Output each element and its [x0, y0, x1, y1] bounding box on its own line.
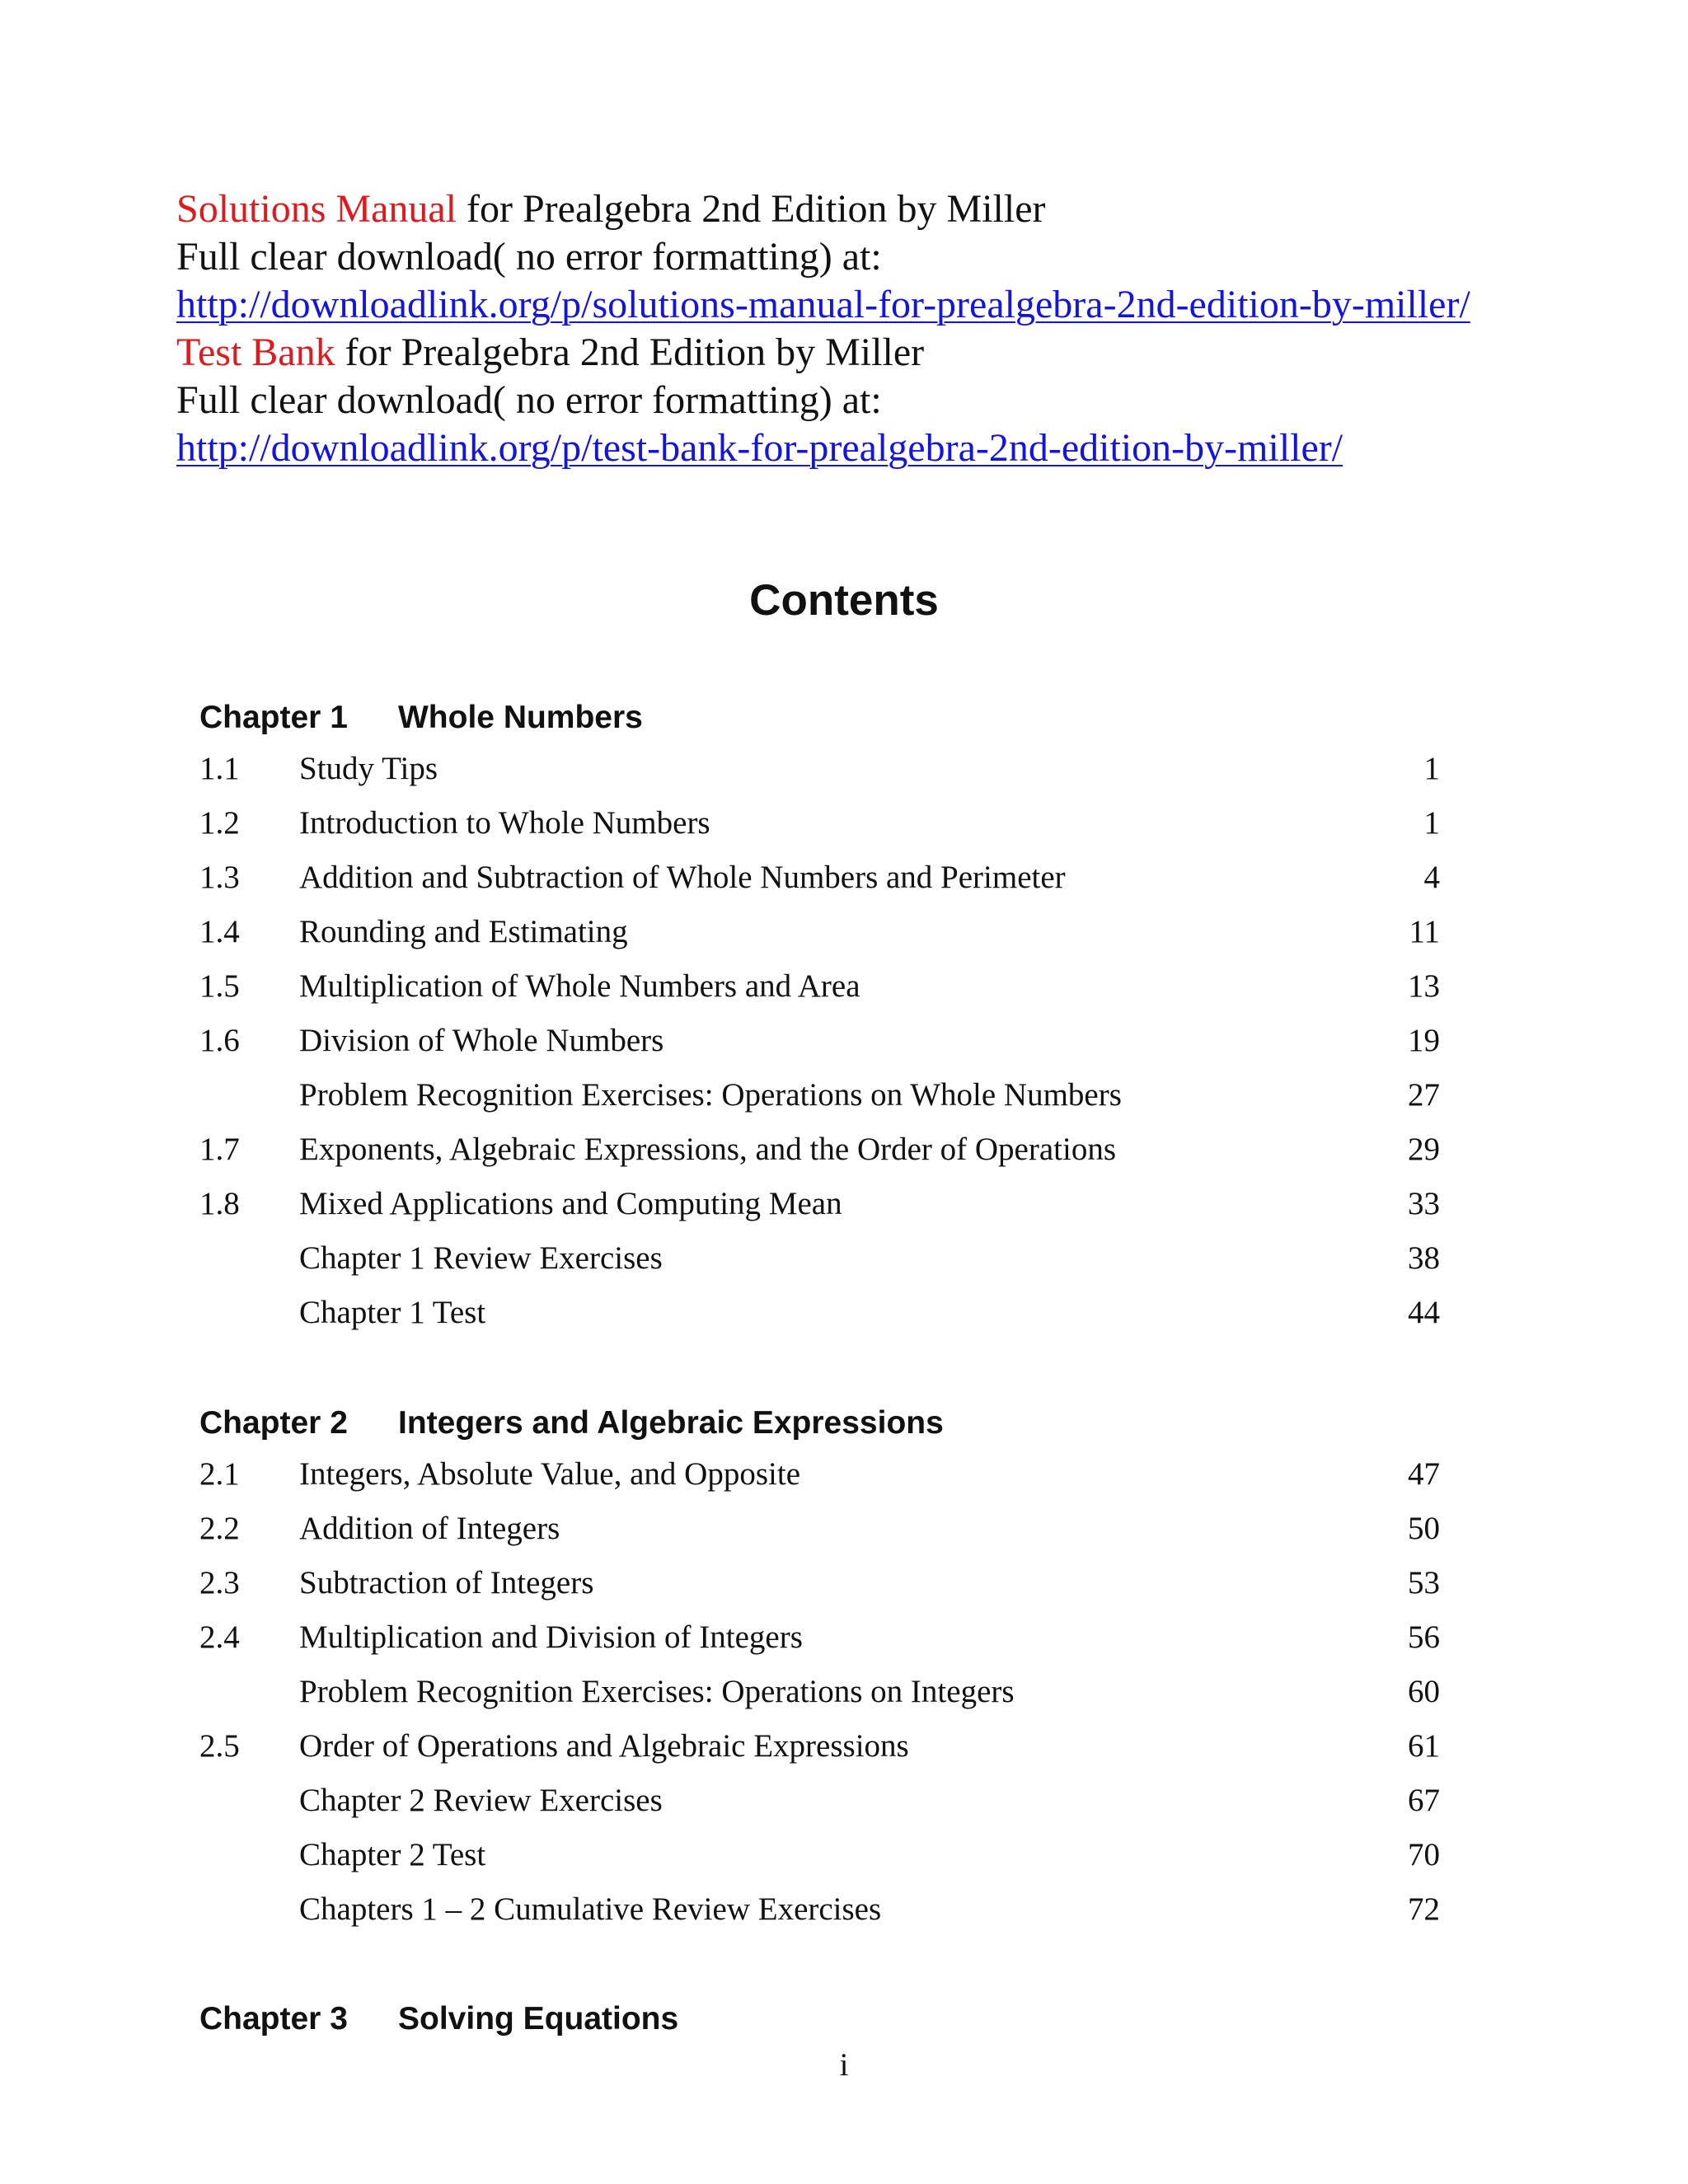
section-title: Chapter 2 Review Exercises: [299, 1783, 663, 1818]
page-number: 19: [1408, 1023, 1440, 1058]
toc-entry[interactable]: [199, 750, 1440, 804]
toc-entry[interactable]: [199, 1619, 1440, 1673]
toc-entry[interactable]: [199, 1294, 1440, 1348]
page-number: 60: [1408, 1674, 1440, 1709]
section-number: 2.2: [199, 1511, 240, 1546]
section-title: Study Tips: [299, 751, 438, 786]
toc-entry[interactable]: [199, 1455, 1440, 1510]
section-title: Chapter 2 Test: [299, 1837, 486, 1872]
section-title: Rounding and Estimating: [299, 914, 628, 949]
chapter-1-entries: [199, 750, 1440, 1348]
chapter-title: Integers and Algebraic Expressions: [398, 1405, 944, 1441]
chapter-title: Whole Numbers: [398, 700, 643, 735]
chapter-heading: [199, 2000, 678, 2038]
page-number: 47: [1408, 1456, 1440, 1492]
test-bank-link[interactable]: http://downloadlink.org/p/test-bank-for-prealgebra-2nd-edition-by-miller/: [176, 426, 1343, 470]
section-title: Multiplication and Division of Integers: [299, 1619, 803, 1655]
section-title: Chapter 1 Review Exercises: [299, 1240, 663, 1276]
section-number: 2.4: [199, 1619, 240, 1655]
toc-entry[interactable]: [199, 804, 1440, 859]
toc-entry[interactable]: [199, 1022, 1440, 1076]
chapter-title: Solving Equations: [398, 2001, 679, 2036]
download-note-1: Full clear download( no error formatting) at:: [176, 235, 882, 279]
page-number: 56: [1408, 1619, 1440, 1655]
download-note-2: Full clear download( no error formatting) at:: [176, 378, 882, 422]
section-title: Division of Whole Numbers: [299, 1023, 664, 1058]
solutions-manual-label: Solutions Manual: [176, 187, 457, 231]
section-number: 1.6: [199, 1023, 240, 1058]
section-title: Exponents, Algebraic Expressions, and the Order of Operations: [299, 1132, 1116, 1167]
solutions-manual-line: [176, 185, 1470, 233]
test-bank-label: Test Bank: [176, 330, 335, 374]
page-number: 1: [1423, 751, 1440, 786]
toc-entry[interactable]: [199, 1727, 1440, 1782]
toc-entry[interactable]: [199, 913, 1440, 968]
section-number: 1.3: [199, 860, 240, 895]
section-number: 1.7: [199, 1132, 240, 1167]
section-title: Multiplication of Whole Numbers and Area: [299, 968, 860, 1004]
section-title: Order of Operations and Algebraic Expressions: [299, 1728, 909, 1764]
chapter-number: Chapter 1: [199, 700, 348, 735]
section-number: 2.3: [199, 1565, 240, 1601]
page-number: 50: [1408, 1511, 1440, 1546]
chapter-number: Chapter 3: [199, 2001, 348, 2036]
toc-entry[interactable]: [199, 1891, 1440, 1945]
toc-entry[interactable]: [199, 1240, 1440, 1294]
toc-entry[interactable]: [199, 1564, 1440, 1619]
section-title: Addition of Integers: [299, 1511, 560, 1546]
chapter-heading: [199, 699, 643, 737]
toc-entry[interactable]: [199, 859, 1440, 913]
section-number: 1.4: [199, 914, 240, 949]
section-title: Chapters 1 – 2 Cumulative Review Exercises: [299, 1891, 882, 1927]
toc-entry[interactable]: [199, 1836, 1440, 1891]
section-title: Problem Recognition Exercises: Operations on Whole Numbers: [299, 1077, 1122, 1113]
toc-entry[interactable]: [199, 1185, 1440, 1240]
page-number: 67: [1408, 1783, 1440, 1818]
test-bank-text: for Prealgebra 2nd Edition by Miller: [335, 330, 925, 374]
section-number: 1.2: [199, 805, 240, 841]
test-bank-line: [176, 329, 1470, 377]
section-title: Mixed Applications and Computing Mean: [299, 1186, 842, 1221]
page-number: 27: [1408, 1077, 1440, 1113]
contents-title: Contents: [749, 576, 939, 625]
section-number: 1.5: [199, 968, 240, 1004]
section-title: Subtraction of Integers: [299, 1565, 594, 1601]
toc-entry[interactable]: [199, 968, 1440, 1022]
toc-entry[interactable]: [199, 1131, 1440, 1185]
page-number: 4: [1423, 860, 1440, 895]
chapter-number: Chapter 2: [199, 1405, 348, 1441]
toc-entry[interactable]: [199, 1782, 1440, 1836]
page-number-footer: i: [839, 2047, 849, 2083]
section-number: 1.8: [199, 1186, 240, 1221]
header-block: [176, 185, 1470, 472]
section-title: Problem Recognition Exercises: Operations on Integers: [299, 1674, 1015, 1709]
section-number: 1.1: [199, 751, 240, 786]
page-number: 1: [1423, 805, 1440, 841]
solutions-manual-link[interactable]: http://downloadlink.org/p/solutions-manual-for-prealgebra-2nd-edition-by-miller/: [176, 283, 1470, 326]
toc-entry[interactable]: [199, 1673, 1440, 1727]
solutions-manual-text: for Prealgebra 2nd Edition by Miller: [457, 187, 1046, 231]
page-number: 38: [1408, 1240, 1440, 1276]
chapter-heading: [199, 1404, 944, 1442]
section-title: Addition and Subtraction of Whole Numbers and Perimeter: [299, 860, 1066, 895]
page-number: 72: [1408, 1891, 1440, 1927]
section-number: 2.5: [199, 1728, 240, 1764]
page-number: 33: [1408, 1186, 1440, 1221]
section-title: Chapter 1 Test: [299, 1295, 486, 1330]
page-number: 44: [1408, 1295, 1440, 1330]
page-number: 11: [1409, 914, 1440, 949]
chapter-2-entries: [199, 1455, 1440, 1945]
page-number: 53: [1408, 1565, 1440, 1601]
section-title: Integers, Absolute Value, and Opposite: [299, 1456, 801, 1492]
toc-entry[interactable]: [199, 1076, 1440, 1131]
toc-entry[interactable]: [199, 1510, 1440, 1564]
page-number: 29: [1408, 1132, 1440, 1167]
page-number: 61: [1408, 1728, 1440, 1764]
section-title: Introduction to Whole Numbers: [299, 805, 710, 841]
section-number: 2.1: [199, 1456, 240, 1492]
page-number: 13: [1408, 968, 1440, 1004]
page-number: 70: [1408, 1837, 1440, 1872]
